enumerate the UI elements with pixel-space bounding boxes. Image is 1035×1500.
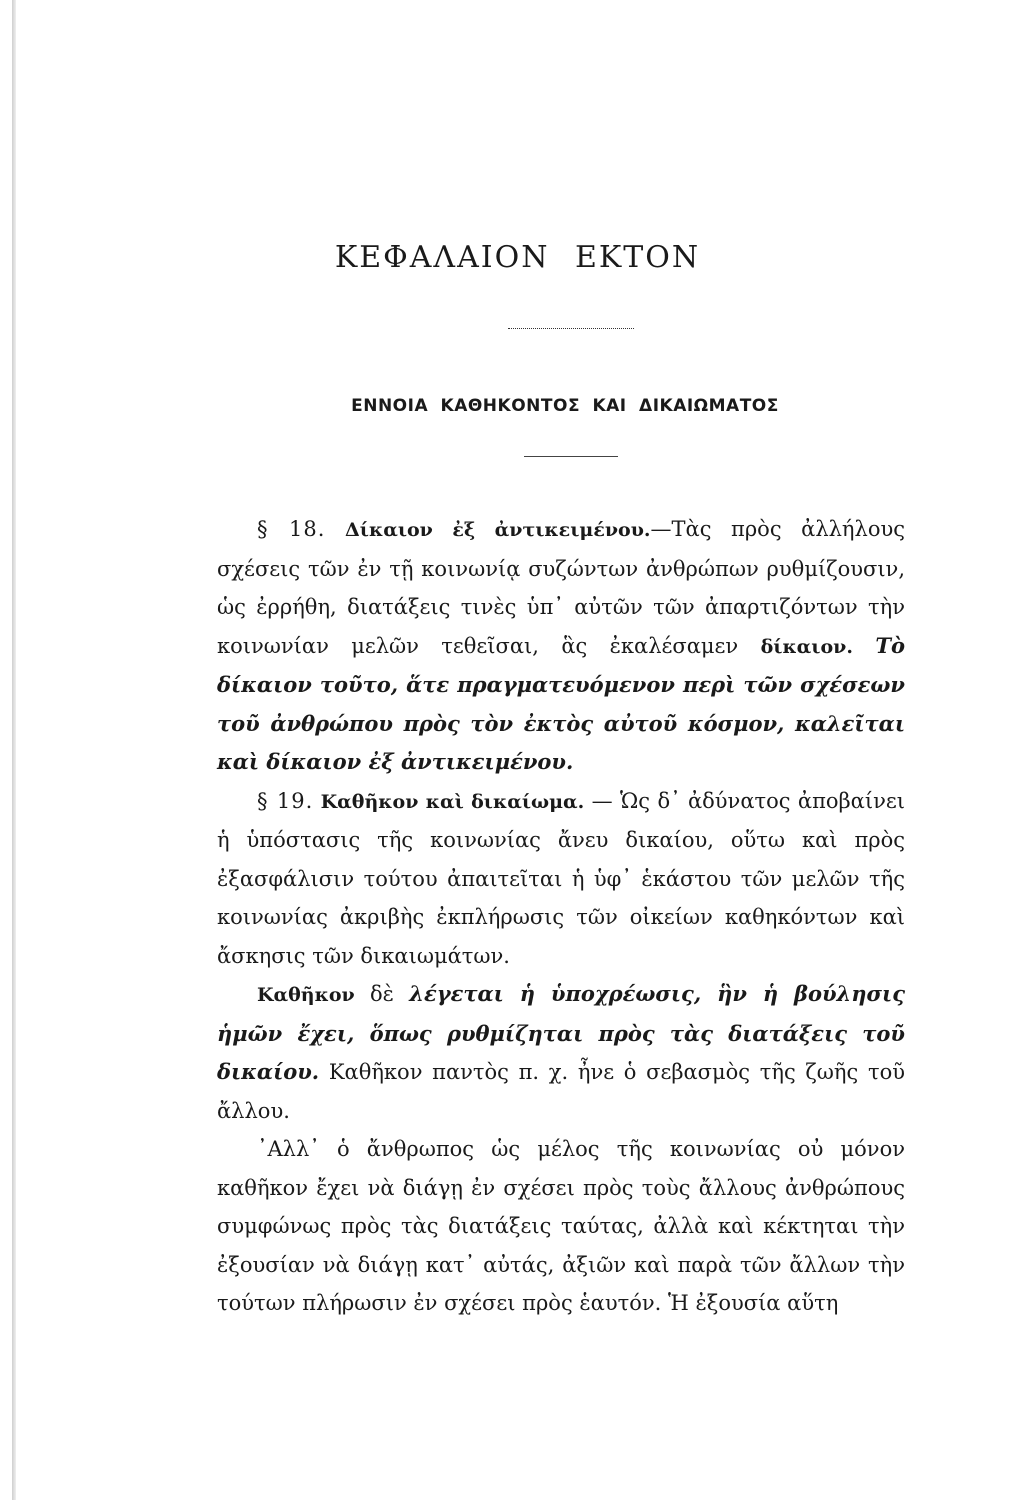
paragraph-text: — Ὡς δ᾿ ἀδύνατος ἀποβαίνει ἡ ὑπόστασις τῆς κοινωνίας ἄνευ δικαίου, οὕτω καὶ πρὸς ἐξασφάλισιν τούτου ἀπαιτεῖται ἡ ὑφ᾿ ἑκάστου τῶν μελῶν τῆς κοινωνίας ἀκριβὴς ἐκπλήρωσις τῶν οἰκείων καθηκόντων καὶ ἄσκησις τῶν δικαιωμάτων. — [217, 788, 905, 968]
section-heading: ΕΝΝΟΙΑ ΚΑΘΗΚΟΝΤΟΣ ΚΑΙ ΔΙΚΑΙΩΜΑΤΟΣ — [351, 396, 779, 416]
defined-term: Καθῆκον — [257, 984, 355, 1006]
paragraph-definition — [217, 975, 905, 1130]
paragraph-heading: Δίκαιον ἐξ ἀντικειμένου. — [345, 519, 651, 541]
paragraph-text: ᾿Αλλ᾿ ὁ ἄνθρωπος ὡς μέλος τῆς κοινωνίας οὐ μόνον καθῆκον ἔχει νὰ διάγῃ ἐν σχέσει πρὸς τοὺς ἄλλους ἀνθρώπους συμφώνως πρὸς τὰς διατάξεις ταύτας, ἀλλὰ καὶ κέκτηται τὴν ἐξουσίαν νὰ διάγῃ κατ᾿ αὐτάς, ἀξιῶν καὶ παρὰ τῶν ἄλλων τὴν τούτων πλήρωσιν ἐν σχέσει πρὸς ἑαυτόν. Ἡ ἐξουσία αὕτη — [217, 1137, 905, 1315]
paragraph-text: δὲ — [370, 982, 394, 1006]
paragraph-18 — [217, 510, 905, 782]
solid-divider — [524, 456, 618, 457]
defined-term: δίκαιον. — [760, 635, 853, 658]
section-number: § 18. — [257, 517, 326, 541]
body-text — [217, 510, 905, 1323]
chapter-title: ΚΕΦΑΛΑΙΟΝ ΕΚΤΟΝ — [334, 240, 701, 275]
paragraph-last — [217, 1130, 905, 1323]
dotted-divider — [508, 328, 634, 329]
binding-edge — [12, 0, 16, 1500]
paragraph-text: —Τὰς πρὸς ἀλλήλους σχέσεις τῶν ἐν τῇ κοινωνίᾳ συζώντων ἀνθρώπων ρυθμίζουσιν, ὡς ἐρρήθη, διατάξεις τινὲς ὑπ᾿ αὐτῶν τῶν ἀπαρτιζόντων τὴν κοινωνίαν μελῶν τεθεῖσαι, ἃς ἐκαλέσαμεν — [217, 517, 905, 658]
paragraph-text: Καθῆκον παντὸς π. χ. ἦνε ὁ σεβασμὸς τῆς ζωῆς τοῦ ἄλλου. — [217, 1060, 905, 1123]
section-number: § 19. — [257, 788, 314, 813]
emphasized-text: Τὸ δίκαιον τοῦτο, ἅτε πραγματευόμενον περὶ τῶν σχέσεων τοῦ ἀνθρώπου πρὸς τὸν ἐκτὸς αὐτοῦ κόσμον, καλεῖται καὶ δίκαιον ἐξ ἀντικειμένου. — [217, 632, 905, 774]
paragraph-heading: Καθῆκον καὶ δικαίωμα. — [320, 790, 585, 813]
emphasized-text: λέγεται ἡ ὑποχρέωσις, ἣν ἡ βούλησις ἡμῶν ἔχει, ὅπως ρυθμίζηται πρὸς τὰς διατάξεις τοῦ δικαίου. — [217, 981, 905, 1084]
paragraph-19 — [217, 782, 905, 976]
